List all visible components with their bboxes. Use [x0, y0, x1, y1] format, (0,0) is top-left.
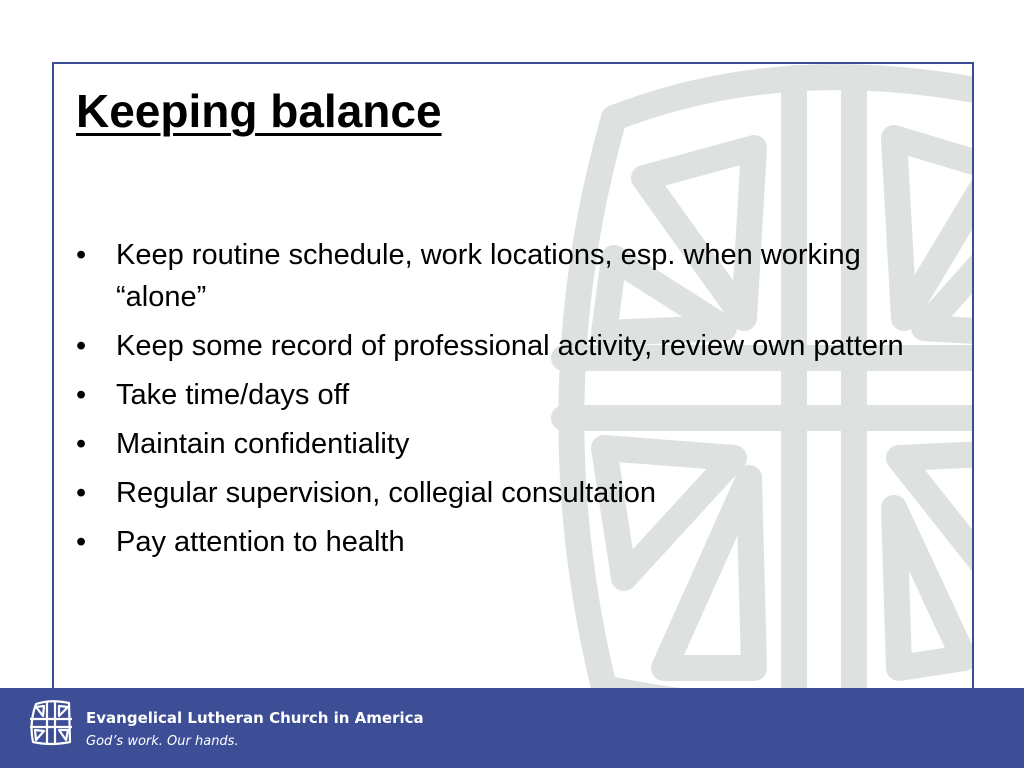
bullet-marker: • — [76, 526, 87, 558]
bullet-text: Regular supervision, collegial consultation — [116, 477, 657, 509]
slide-frame — [52, 62, 974, 692]
elca-cross-icon — [26, 698, 76, 748]
bullet-marker: • — [76, 379, 87, 411]
list-item — [76, 521, 946, 563]
bullet-marker: • — [76, 330, 87, 362]
list-item — [76, 423, 946, 465]
slide-title: Keeping balance — [76, 85, 442, 137]
footer-bar — [0, 688, 1024, 768]
bullet-text: Keep some record of professional activity, review own pattern — [116, 330, 904, 362]
bullet-marker: • — [76, 477, 87, 509]
list-item — [76, 374, 946, 416]
organization-name: Evangelical Lutheran Church in America — [86, 709, 424, 727]
bullet-text: Keep routine schedule, work locations, esp. when working “alone” — [116, 239, 861, 313]
bullet-text: Take time/days off — [116, 379, 350, 411]
bullet-marker: • — [76, 239, 87, 271]
bullet-list — [76, 234, 946, 570]
organization-tagline: God’s work. Our hands. — [86, 734, 239, 749]
bullet-text: Pay attention to health — [116, 526, 405, 558]
bullet-marker: • — [76, 428, 87, 460]
bullet-text: Maintain confidentiality — [116, 428, 410, 460]
list-item — [76, 472, 946, 514]
list-item — [76, 234, 946, 318]
list-item — [76, 325, 946, 367]
